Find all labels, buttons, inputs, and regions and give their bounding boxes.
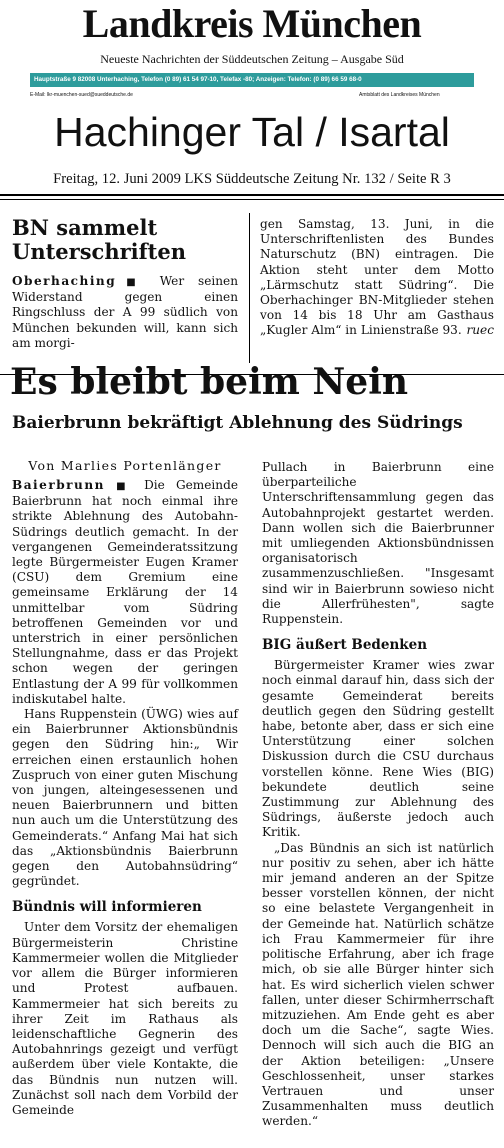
bn-story-column-1 [12, 274, 238, 351]
bn-story-paragraph [12, 274, 238, 351]
official-gazette-note: Amtsblatt des Landkreises München [359, 92, 440, 98]
column-divider [249, 213, 250, 363]
main-story-paragraph [12, 478, 238, 707]
bn-story-column-2 [260, 217, 494, 339]
main-headline: Es bleibt beim Nein [10, 361, 409, 403]
main-story-paragraph: Pullach in Baierbrunn eine überparteiliche Unterschriftensammlung gegen das Autobahnprojekt gestartet werden. Dann wollen sich die Baierbrunner mit umliegenden Aktionsbündnissen organisatorisch zusammenzuschließen. "Insgesamt sind wir in Baierbrunn sowieso nicht die Allerfrühesten", sagte Ruppenstein. [262, 460, 494, 627]
top-rule [0, 194, 504, 196]
main-story-column-1 [12, 478, 238, 1118]
main-story-column-2 [262, 460, 494, 1130]
main-story-paragraph: Hans Ruppenstein (ÜWG) wies auf ein Baierbrunner Aktionsbündnis gegen den Südring hin:„ Wir erreichen einen erstaunlich hohen Zuspruch von einer guten Mischung von jungen, alteingesessenen und neuen Baierbrunnern und bitten nun auch um die Unterstützung des Gemeinderats.“ Anfang Mai hat sich das „Aktionsbündnis Baierbrunn gegen den Autobahnsüdring“ gegründet. [12, 707, 238, 889]
bn-story-author: ruec [466, 323, 494, 338]
masthead-title: Landkreis München [82, 1, 422, 46]
main-story-paragraph: Bürgermeister Kramer wies zwar noch einmal darauf hin, dass sich der gesamte Gemeinderat bereits deutlich gegen den Südring gestellt habe, betonte aber, dass er sich eine Unterstützung einer solchen Diskussion durch die CSU durchaus vorstellen könne. Rene Wies (BIG) bekundete deutlich seine Zustimmung zur Ablehnung des Südrings, äußerste jedoch auch Kritik. [262, 658, 494, 840]
main-subheadline: Baierbrunn bekräftigt Ablehnung des Südrings [12, 413, 463, 433]
email-line: E-Mail: lkr-muenchen-sued@sueddeutsche.de [30, 92, 133, 98]
contact-bar: Hauptstraße 9 82008 Unterhaching, Telefon (0 89) 61 54 97-10, Telefax -80; Anzeigen: Telefon: (0 89) 66 59 68-0 [30, 73, 474, 87]
bn-story-text: Wer seinen Widerstand gegen einen Ringschluss der A 99 südlich von München bekunden will, kann sich am morgi- [12, 274, 238, 350]
main-story-paragraph: „Das Bündnis an sich ist natürlich nur positiv zu sehen, aber ich hätte mir jemand anderen an der Spitze besser vorstellen können, der nicht so eine belastete Vergangenheit in der Gemeinde hat. Natürlich schätze ich Frau Kammermeier für ihre politische Erfahrung, aber ich frage mich, ob sie alle Bürger hinter sich hat. Es wird sicherlich vielen schwer fallen, unter dieser Schirmherrschaft mitzuziehen. Am Ende geht es aber doch um die Sache“, sagte Wies. Dennoch will sich auch die BIG an der Aktion beteiligen: „Unsere Geschlossenheit, unser starkes Vertrauen und unser Zusammenhalten muss deutlich werden.“ [262, 840, 494, 1129]
main-story-paragraph: Unter dem Vorsitz der ehemaligen Bürgermeisterin Christine Kammermeier wollen die Mitglieder vor allem die Bürger informieren und Protest aufbauen. Kammermeier hat sich bereits zu ihrer Zeit im Rathaus als leidenschaftliche Gegnerin des Autobahnrings gezeigt und verfügt außerdem über viele Kontakte, die das Bündnis nun nutzen will. Zunächst soll nach dem Vorbild der Gemeinde [12, 920, 238, 1117]
square-mark: ■ [116, 277, 146, 288]
bn-story-headline: BN sammelt Unterschriften [12, 215, 186, 264]
main-story-place: Baierbrunn [12, 478, 105, 492]
subheading-big: BIG äußert Bedenken [262, 637, 428, 654]
subheading-buendnis: Bündnis will informieren [12, 899, 202, 916]
top-rule-thin [0, 199, 504, 200]
bn-story-place: Oberhaching [12, 274, 117, 288]
main-story-text: Die Gemeinde Baierbrunn hat noch einmal ihre strikte Ablehnung des Autobahn-Südrings deutlich gemacht. In der vergangenen Gemeinderatssitzung legte Bürgermeister Eugen Kramer (CSU) dem Gremium eine gemeinsame Erklärung der 14 unmittelbar vom Südring betroffenen Gemeinden vor und unterstrich in einer persönlichen Stellungnahme, dass er das Projekt schon wegen der geringen Entlastung der A 99 für vollkommen indiskutabel halte. [12, 478, 238, 706]
section-title: Hachinger Tal / Isartal [54, 109, 450, 155]
bn-story-text: gen Samstag, 13. Juni, in die Unterschriftenlisten des Bundes Naturschutz (BN) eintragen. Die Aktion steht unter dem Motto „Lärmschutz statt Südring“. Die Oberhachinger BN-Mitglieder stehen von 14 bis 18 Uhr am Gasthaus „Kugler Alm“ in Linienstraße 93. [260, 217, 494, 338]
page-dateline: Freitag, 12. Juni 2009 LKS Süddeutsche Zeitung Nr. 132 / Seite R 3 [53, 171, 451, 187]
byline: Von Marlies Portenlänger [28, 458, 222, 473]
masthead-subtitle: Neueste Nachrichten der Süddeutschen Zeitung – Ausgabe Süd [100, 52, 404, 66]
square-mark: ■ [116, 481, 133, 492]
bn-story-paragraph [260, 217, 494, 339]
